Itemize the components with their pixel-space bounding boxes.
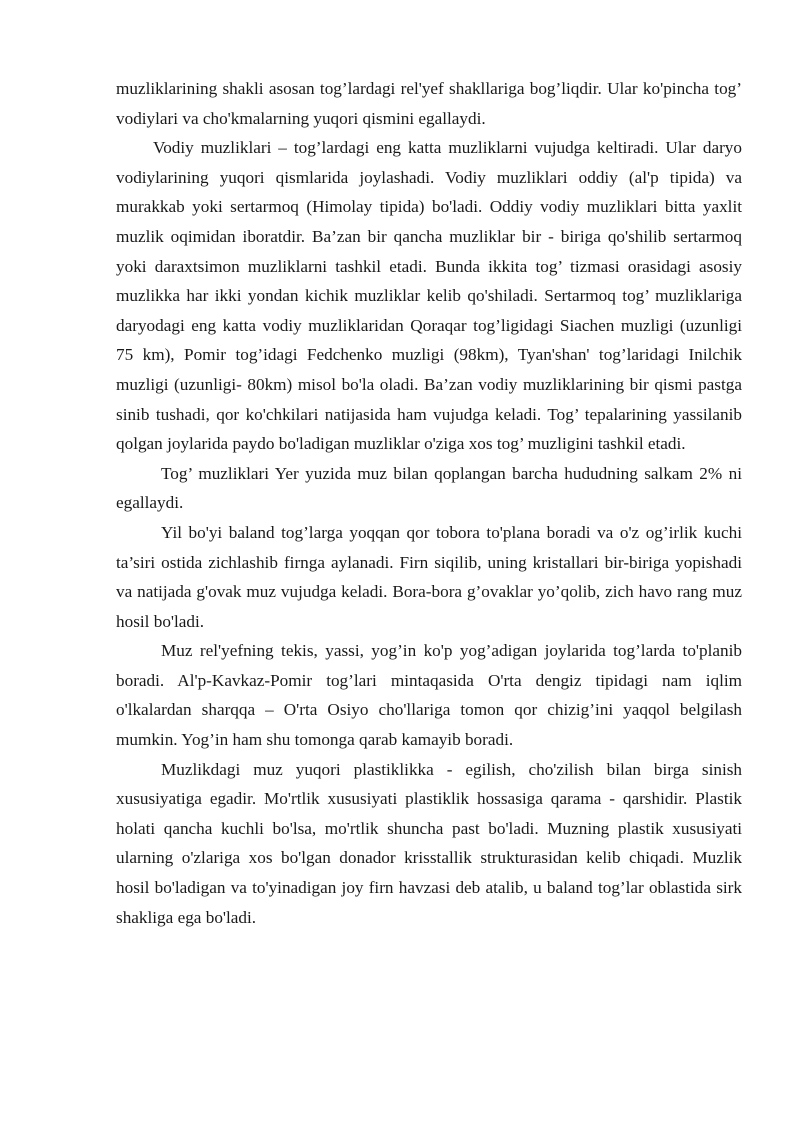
paragraph-snow-line: Muz rel'yefning tekis, yassi, yog’in ko'p yog’adigan joylarida tog’larda to'planib boradi. Al'p-Kavkaz-Pomir tog’lari mintaqasida O'rta dengiz tipidagi nam iqlim o'lkalardan sharqqa – O'rta Osiyo cho'llariga tomon qor chizig’ini yaqqol belgilash mumkin. Yog’in ham shu tomonga qarab kamayib boradi. <box>116 641 742 750</box>
paragraph-firn-formation: Yil bo'yi baland tog’larga yoqqan qor tobora to'plana boradi va o'z og’irlik kuchi ta’siri ostida zichlashib firnga aylanadi. Firn siqilib, uning kristallari bir-biriga yopishadi va natijada g'ovak muz vujudga keladi. Bora-bora g’ovaklar yo’qolib, zich havo rang muz hosil bo'ladi. <box>116 522 742 631</box>
paragraph-ice-plasticity: Muzlikdagi muz yuqori plastiklikka - egilish, cho'zilish bilan birga sinish xususiyatiga egadir. Mo'rtlik xususiyati plastiklik hossasiga qarama - qarshidir. Plastik holati qancha kuchli bo'lsa, mo'rtlik shuncha past bo'ladi. Muzning plastik xususiyati ularning o'zlariga xos bo'lgan donador krisstallik strukturasidan kelib chiqadi. Muzlik hosil bo'ladigan va to'yinadigan joy firn havzasi deb atalib, u baland tog’lar oblastida sirk shakliga ega bo'ladi. <box>116 759 742 927</box>
paragraph-mountain-glacier-share: Tog’ muzliklari Yer yuzida muz bilan qoplangan barcha hududning salkam 2% ni egallaydi. <box>116 463 742 513</box>
paragraph-continuation: muzliklarining shakli asosan tog’lardagi rel'yef shakllariga bog’liqdir. Ular ko'pincha tog’ vodiylari va cho'kmalarning yuqori qismini egallaydi. <box>116 79 742 128</box>
document-page <box>116 74 742 932</box>
paragraph-valley-glaciers: Vodiy muzliklari – tog’lardagi eng katta muzliklarni vujudga keltiradi. Ular daryo vodiylarining yuqori qismlarida joylashadi. Vodiy muzliklari oddiy (al'p tipida) va murakkab yoki sertarmoq (Himolay tipida) bo'ladi. Oddiy vodiy muzliklari bitta yaxlit muzlik oqimidan iboratdir. Ba’zan bir qancha muzliklar bir - biriga qo'shilib sertarmoq yoki daraxtsimon muzliklarni tashkil etadi. Bunda ikkita tog’ tizmasi orasidagi asosiy muzlikka har ikki yondan kichik muzliklar kelib qo'shiladi. Sertarmoq tog’ muzliklariga daryodagi eng katta vodiy muzliklaridan Qoraqar tog’ligidagi Siachen muzligi (uzunligi 75 km), Pomir tog’idagi Fedchenko muzligi (98km), Tyan'shan' tog’laridagi Inilchik muzligi (uzunligi- 80km) misol bo'la oladi. Ba’zan vodiy muzliklarining bir qismi pastga sinib tushadi, qor ko'chkilari natijasida ham vujudga keladi. Tog’ tepalarining yassilanib qolgan joylarida paydo bo'ladigan muzliklar o'ziga xos tog’ muzligini tashkil etadi. <box>116 138 742 454</box>
